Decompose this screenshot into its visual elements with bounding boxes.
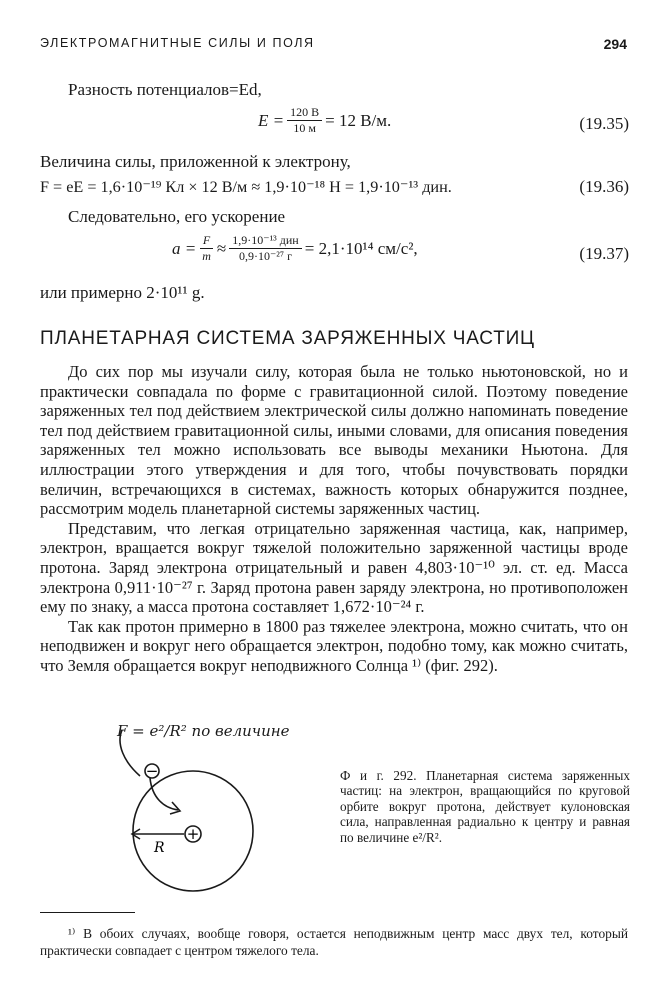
- proton-symbol: +: [186, 825, 200, 843]
- paragraph-orbit: Так как протон примерно в 1800 раз тяжелее электрона, можно считать, что он неподвижен и вокруг него обращается электрон, подобно тому, как можно считать, что Земля обращается вокруг неподвижного Солнца ¹⁾ (фиг. 292).: [40, 616, 628, 675]
- eq-19-37-numerator: 1,9·10⁻¹³ дин: [229, 234, 301, 249]
- electron-symbol: −: [145, 762, 159, 780]
- eq-19-37-f: F: [200, 234, 213, 249]
- equation-19-35: [258, 106, 391, 135]
- footnote-rule: [40, 912, 135, 913]
- equation-19-37: [172, 234, 418, 263]
- accel-intro: Следовательно, его ускорение: [68, 207, 286, 226]
- paragraph-electron-proton: Представим, что легкая отрицательно заряженная частица, как, например, электрон, вращается вокруг тяжелой положительно заряженной частицы вроде протона. Заряд электрона отрицательный и равен 4,803·10⁻¹⁰ эл. ст. ед. Масса электрона 0,911·10⁻²⁷ г. Заряд протона равен заряду электрона, но противоположен ему по знаку, а масса протона составляет 1,672·10⁻²⁴ г.: [40, 518, 628, 617]
- radius-label: R: [154, 840, 165, 856]
- force-intro: Величина силы, приложенной к электрону,: [40, 152, 351, 171]
- eq-19-35-denominator: 10 м: [293, 121, 316, 135]
- eq-19-37-denominator: 0,9·10⁻²⁷ г: [238, 249, 293, 263]
- eq-19-37-rhs: = 2,1·10¹⁴ см/с²,: [304, 238, 418, 258]
- eq-19-35-rhs: = 12 В/м.: [325, 110, 392, 130]
- eq-19-37-fraction: [229, 234, 301, 263]
- eq-19-35-fraction: [287, 106, 322, 135]
- eq-19-37-approx: ≈: [216, 238, 227, 258]
- orbit-figure: [88, 722, 298, 892]
- body-text: [40, 362, 628, 676]
- section-heading: ПЛАНЕТАРНАЯ СИСТЕМА ЗАРЯЖЕННЫХ ЧАСТИЦ: [40, 328, 535, 349]
- eq-19-35-numerator: 120 В: [287, 106, 322, 121]
- eq-19-35-number: (19.35): [579, 114, 629, 133]
- eq-19-35-lhs: E =: [258, 110, 285, 130]
- equation-19-36: F = eE = 1,6·10⁻¹⁹ Кл × 12 В/м ≈ 1,9·10⁻¹⁸ Н = 1,9·10⁻¹³ дин.: [40, 178, 452, 196]
- page-number: 294: [603, 36, 627, 52]
- force-label: F = e²/R² по величине: [117, 722, 290, 740]
- figure-caption: Ф и г. 292. Планетарная система заряженных частиц: на электрон, вращающийся по круговой орбите вокруг протона, действует кулоновская сила, направленная радиально к центру и равная по величине e²/R².: [340, 768, 630, 845]
- eq-19-37-force-mass: [199, 234, 214, 263]
- footnote: ¹⁾ В обоих случаях, вообще говоря, остается неподвижным центр масс двух тел, который практически совпадает с центром тяжелого тела.: [40, 926, 628, 958]
- eq-19-37-number: (19.37): [579, 244, 629, 263]
- running-head: ЭЛЕКТРОМАГНИТНЫЕ СИЛЫ И ПОЛЯ: [40, 36, 315, 50]
- approx-line: или примерно 2·10¹¹ g.: [40, 283, 205, 302]
- eq-19-36-number: (19.36): [579, 177, 629, 196]
- eq-19-37-lhs: a =: [172, 238, 197, 258]
- potential-line: Разность потенциалов=Ed,: [68, 80, 262, 99]
- eq-19-37-m: m: [202, 249, 211, 263]
- paragraph-intro: До сих пор мы изучали силу, которая была не только ньютоновской, но и практически совпадала по форме с гравитационной силой. Поэтому поведение заряженных тел под действием электрической силы должно напоминать поведение тел под действием гравитационной силы, иными словами, для описания поведения заряженных тел можно использовать все выводы механики Ньютона. Для иллюстрации этого утверждения и для того, чтобы почувствовать порядки величин, встречающихся в системах, важность которых обнаружится позднее, рассмотрим модель планетарной системы заряженных частиц.: [40, 362, 628, 519]
